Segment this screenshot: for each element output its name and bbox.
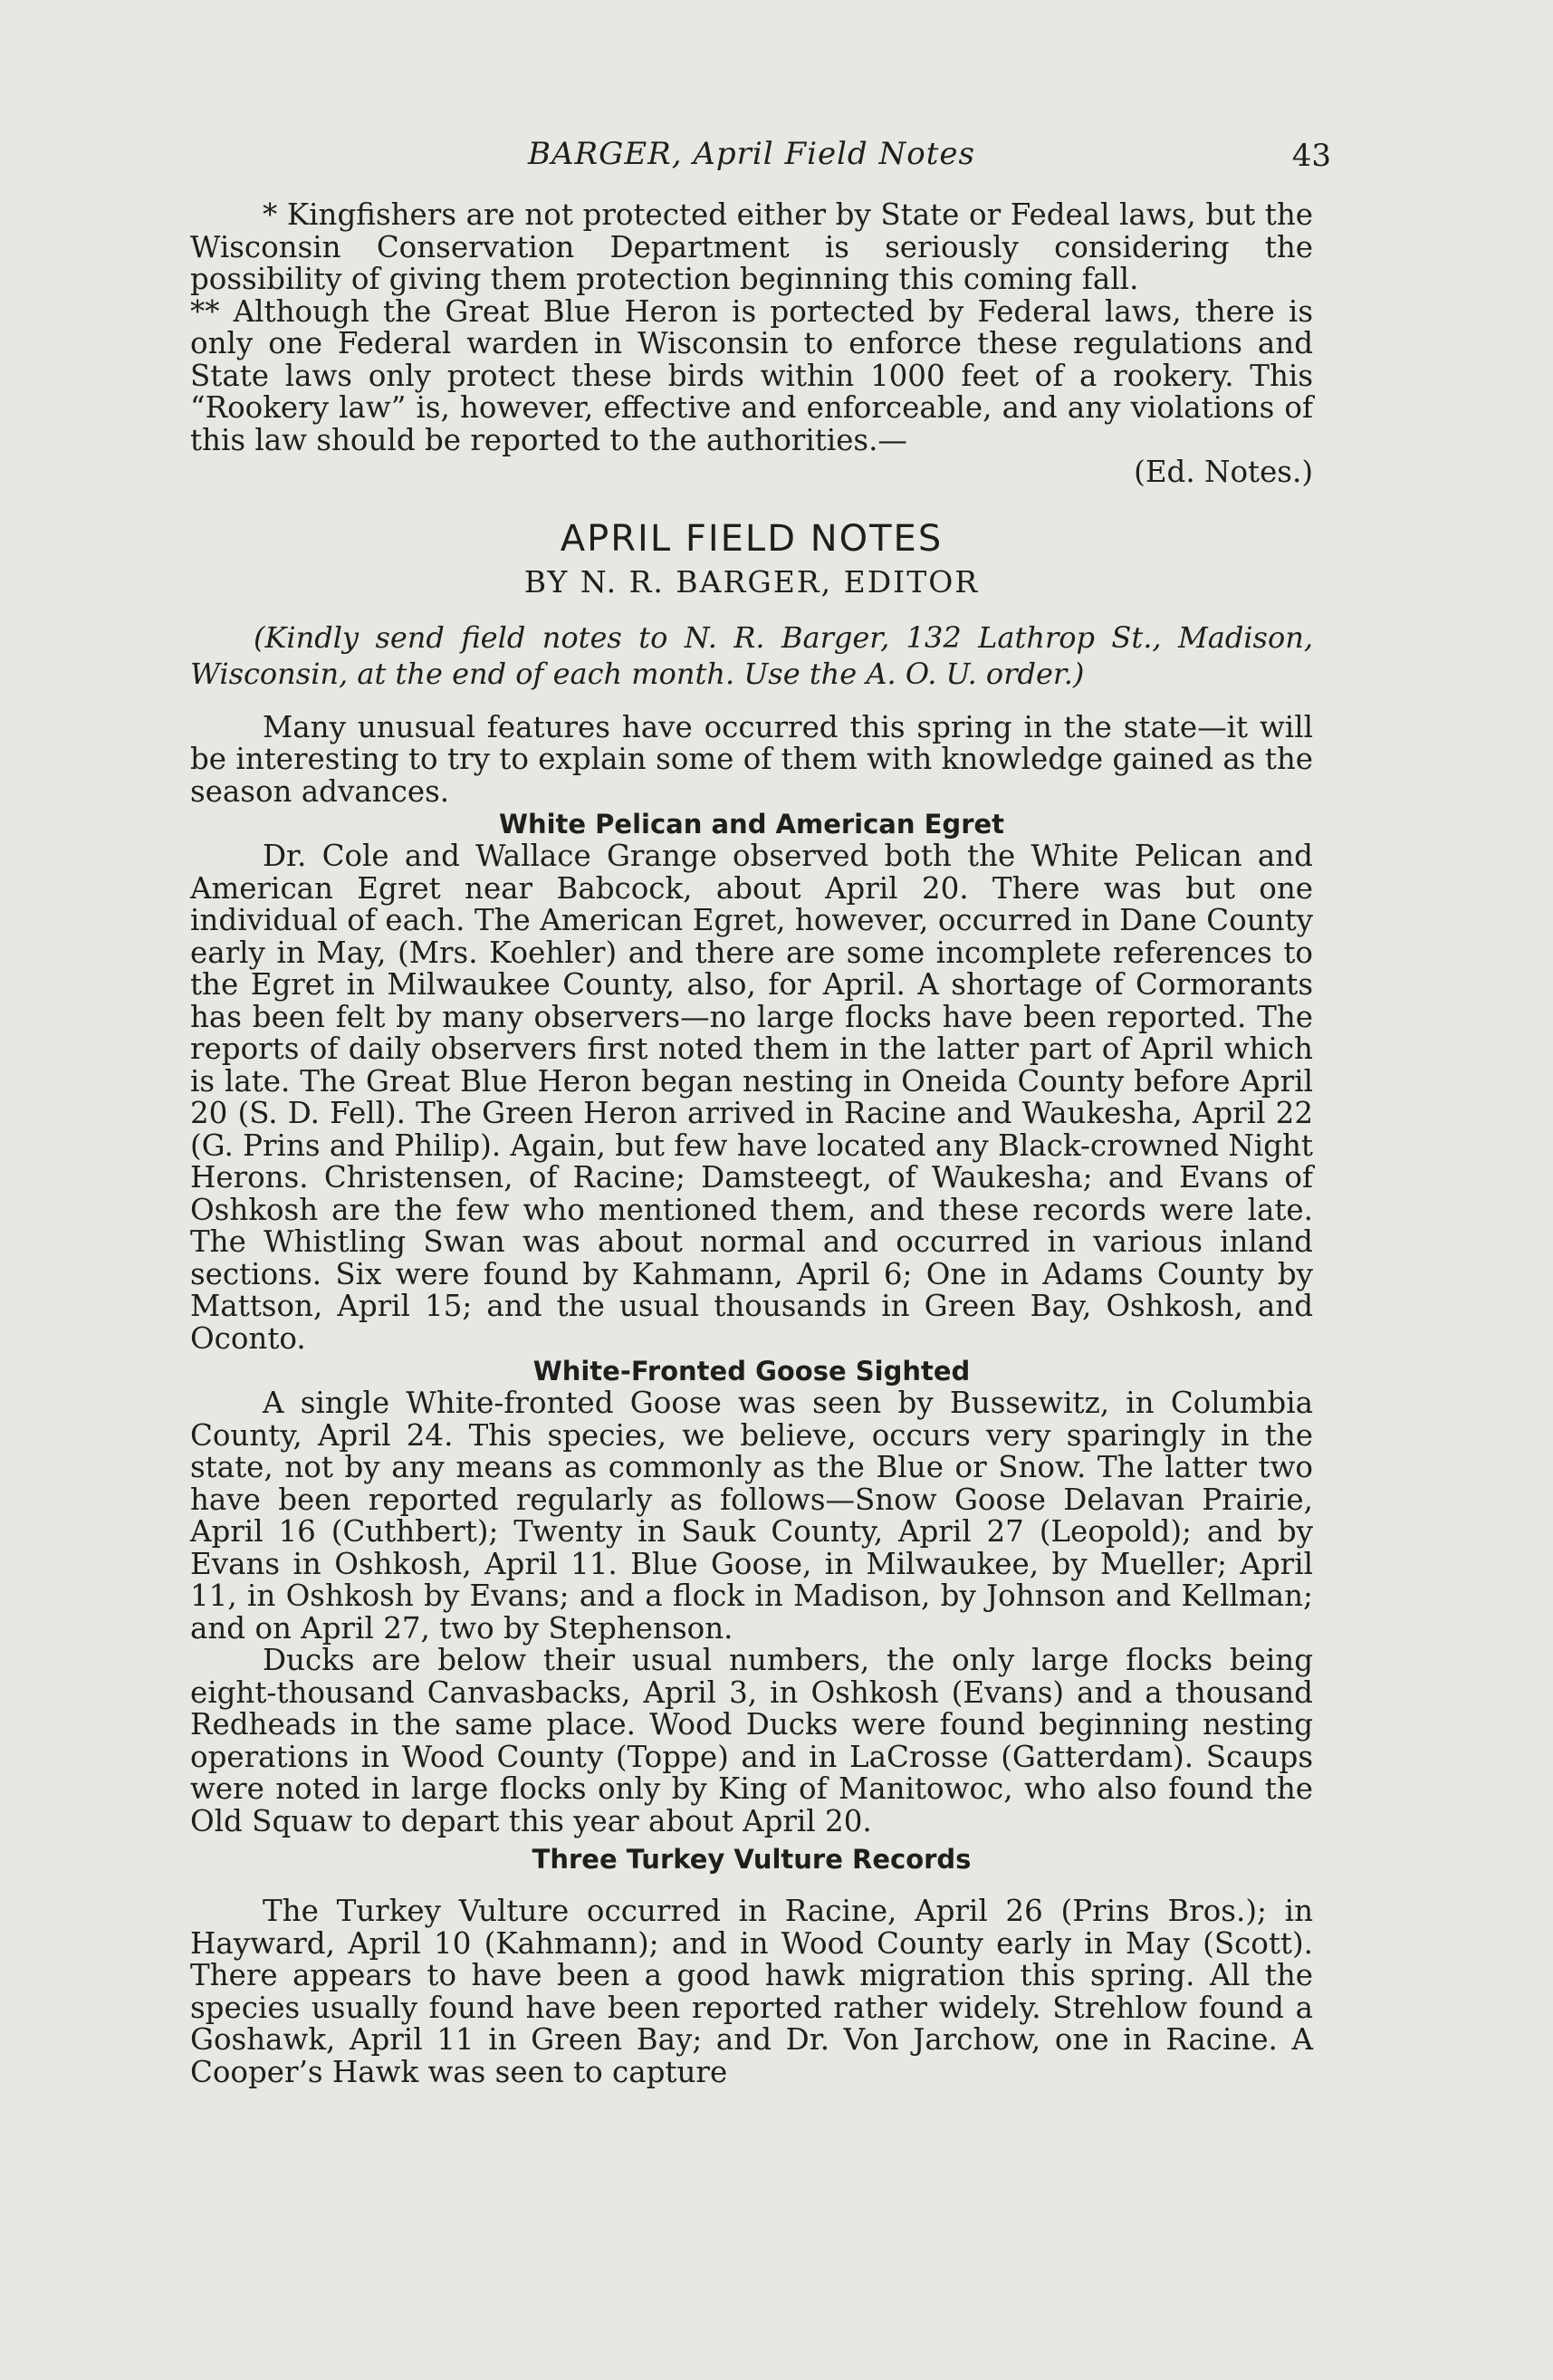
intro-paragraph: Many unusual features have occurred this spring in the state—it will be interesting to try to explain some of them with knowledge gained as the season advances. (190, 709, 1313, 809)
footnote-kingfisher: * Kingfishers are not protected either by State or Fedeal laws, but the Wisconsin Conservation Department is seriously considering the possibility of giving them protection beginning this coming fall. (190, 197, 1313, 296)
article-title: APRIL FIELD NOTES (560, 517, 944, 560)
paragraph-pelican-egret: Dr. Cole and Wallace Grange observed both the White Pelican and American Egret near Babcock, about April 20. There was but one individual of each. The American Egret, however, occurred in Dane County early in May, (Mrs. Koehler) and there are some incomplete references to the Egret in Milwaukee County, also, for April. A shortage of Cormorants has been felt by many observers—no large flocks have been reported. The reports of daily observers first noted them in the latter part of April which is late. The Great Blue Heron began nesting in Oneida County before April 20 (S. D. Fell). The Green Heron arrived in Racine and Waukesha, April 22 (G. Prins and Philip). Again, but few have located any Black-crowned Night Herons. Christensen, of Racine; Damsteegt, of Waukesha; and Evans of Oshkosh are the few who mentioned them, and these records were late. The Whistling Swan was about normal and occurred in various inland sections. Six were found by Kahmann, April 6; One in Adams County by Mattson, April 15; and the usual thousands in Green Bay, Oshkosh, and Oconto. (190, 839, 1313, 1356)
paragraph-white-fronted-goose: A single White-fronted Goose was seen by Bussewitz, in Columbia County, April 24. This species, we believe, occurs very sparingly in the state, not by any means as commonly as the Blue or Snow. The latter two have been reported regularly as follows—Snow Goose Delavan Prairie, April 16 (Cuthbert); Twenty in Sauk County, April 27 (Leopold); and by Evans in Oshkosh, April 11. Blue Goose, in Milwaukee, by Mueller; April 11, in Oshkosh by Evans; and a flock in Madison, by Johnson and Kellman; and on April 27, two by Stephenson. (190, 1386, 1313, 1646)
running-title: BARGER, April Field Notes (528, 136, 975, 172)
article-byline: BY N. R. BARGER, EDITOR (523, 563, 980, 600)
editor-note-attribution: (Ed. Notes.) (1134, 455, 1313, 489)
submission-instructions: (Kindly send field notes to N. R. Barger, 132 Lathrop St., Madison, Wisconsin, at the end of each month. Use the A. O. U. order.) (190, 619, 1313, 691)
page-number: 43 (1291, 138, 1331, 174)
subheading-pelican-egret: White Pelican and American Egret (498, 809, 1005, 840)
footnote-heron: ** Although the Great Blue Heron is portected by Federal laws, there is only one Federal warden in Wisconsin to enforce these regulations and State laws only protect these birds within 1000 feet of a rookery. This “Rookery law” is, however, effective and enforceable, and any violations of this law should be reported to the authorities.— (190, 293, 1313, 457)
paragraph-ducks: Ducks are below their usual numbers, the only large flocks being eight-thousand Canvasbacks, April 3, in Oshkosh (Evans) and a thousand Redheads in the same place. Wood Ducks were found beginning nesting operations in Wood County (Toppe) and in LaCrosse (Gatterdam). Scaups were noted in large flocks only by King of Manitowoc, who also found the Old Squaw to depart this year about April 20. (190, 1643, 1313, 1838)
page (190, 136, 1331, 2089)
subheading-white-fronted-goose: White-Fronted Goose Sighted (532, 1356, 971, 1387)
running-head (190, 136, 1331, 199)
subheading-turkey-vulture: Three Turkey Vulture Records (532, 1844, 972, 1875)
paragraph-turkey-vulture: The Turkey Vulture occurred in Racine, April 26 (Prins Bros.); in Hayward, April 10 (Kahmann); and in Wood County early in May (Scott). There appears to have been a good hawk migration this spring. All the species usually found have been reported rather widely. Strehlow found a Goshawk, April 11 in Green Bay; and Dr. Von Jarchow, one in Racine. A Cooper’s Hawk was seen to capture (190, 1894, 1313, 2089)
